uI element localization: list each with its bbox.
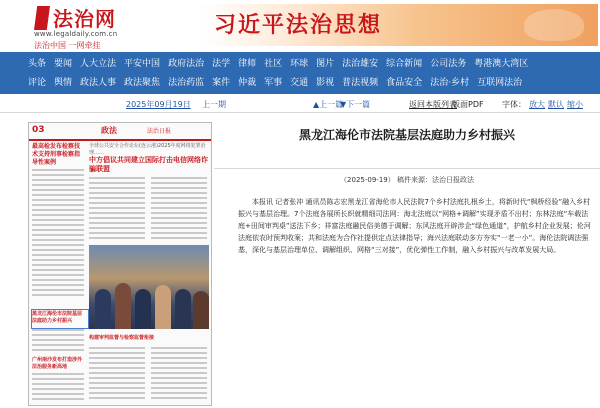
nav-item[interactable]: 综合新闻 — [386, 59, 423, 69]
nav-item[interactable]: 普法视频 — [342, 78, 379, 88]
font-size-label: 字体： — [502, 100, 526, 109]
main-nav — [0, 52, 600, 94]
site-logo[interactable]: 法治网 — [53, 7, 116, 31]
page-text-column — [32, 329, 84, 354]
nav-item[interactable]: 法治药监 — [168, 78, 205, 88]
nav-item[interactable]: 环球 — [290, 59, 309, 69]
site-header — [0, 0, 600, 52]
nav-item[interactable]: 公司法务 — [430, 59, 467, 69]
font-size-control — [502, 99, 583, 111]
page-article-headline[interactable]: 黑龙江海伦市法院基层法庭助力乡村振兴 — [32, 311, 83, 324]
article-body: 本报讯 记者张冲 通讯员陈志宏黑龙江省海伦市人民法院7个乡村法庭扎根乡土，将新时代“枫桥经验”融入乡村振兴与基层治理。7个法庭各展所长织就精细司法网：海北法庭以“网格+调解”实现矛盾不出村；东林法庭“车载法庭+田间审判桌”送法下乡；祥富法庭融民俗美德于调解；东风法庭开辟涉企“绿色通道”，护航乡村企业发展；伦河法庭依农时预判收案；共和法庭为合作社提供定点法律指导；海兴法庭联动多方夯实“一老一小”。海伦法院调法强基，深化与基层治理单位、调解组织、网格“三对接”，优化弹性工作制，融入乡村振兴与改革发展大局。 — [238, 198, 591, 254]
page-text-column — [151, 177, 207, 242]
nav-item[interactable]: 法学 — [212, 59, 231, 69]
nav-item[interactable]: 影视 — [316, 78, 335, 88]
banner-title[interactable]: 习近平法治思想 — [214, 12, 383, 38]
page-text-column — [32, 169, 84, 299]
previous-article-link[interactable]: ▲上一篇 — [313, 100, 344, 109]
page-masthead — [29, 123, 211, 141]
page-article-kicker[interactable]: 全球公共安全合作论坛(连云港)2025年度网络犯罪治理…… — [89, 143, 206, 156]
nav-item[interactable]: 政法聚焦 — [124, 78, 161, 88]
nav-item[interactable]: 政府法治 — [168, 59, 205, 69]
article-title: 黑龙江海伦市法院基层法庭助力乡村振兴 — [298, 128, 515, 142]
nav-row-2 — [28, 74, 530, 92]
font-large-link[interactable]: 放大 — [529, 100, 545, 109]
site-slogan: 法治中国 一网牵挂 — [34, 41, 101, 50]
back-to-list-link[interactable]: 返回本版列表 — [409, 100, 457, 109]
nav-item[interactable]: 交通 — [290, 78, 309, 88]
nav-item[interactable]: 头条 — [28, 59, 47, 69]
nav-item[interactable]: 案件 — [212, 78, 231, 88]
nav-item[interactable]: 社区 — [264, 59, 283, 69]
nav-item[interactable]: 粤港澳大湾区 — [474, 59, 529, 69]
nav-item[interactable]: 要闻 — [54, 59, 73, 69]
divider — [214, 168, 600, 169]
nav-item[interactable]: 人大立法 — [80, 59, 117, 69]
paper-name: 法治日报 — [147, 128, 172, 135]
nav-item[interactable]: 法治·乡村 — [430, 78, 470, 88]
nav-item[interactable]: 互联网法治 — [477, 78, 523, 88]
next-article-link[interactable]: ▼下一篇 — [340, 100, 371, 109]
nav-item[interactable]: 评论 — [28, 78, 47, 88]
page-text-column — [89, 347, 145, 402]
nav-row-1 — [28, 55, 536, 73]
page-pdf-link[interactable]: 版面PDF — [452, 100, 484, 109]
font-small-link[interactable]: 缩小 — [567, 100, 583, 109]
nav-item[interactable]: 军事 — [264, 78, 283, 88]
newspaper-page-image[interactable] — [28, 122, 212, 406]
page-photo — [89, 245, 209, 329]
page-number: 03 — [32, 125, 45, 135]
nav-item[interactable]: 政法人事 — [80, 78, 117, 88]
logo-icon[interactable] — [34, 6, 50, 30]
page-text-column — [32, 373, 84, 403]
nav-item[interactable]: 仲裁 — [238, 78, 257, 88]
nav-item[interactable]: 法治雄安 — [342, 59, 379, 69]
nav-item[interactable]: 舆情 — [54, 78, 73, 88]
nav-item[interactable]: 图片 — [316, 59, 335, 69]
banner-ornament-icon — [524, 9, 584, 41]
nav-item[interactable]: 食品安全 — [386, 78, 423, 88]
article-meta: （2025-09-19） 稿件来源：法治日报政法 — [340, 176, 474, 184]
page-section: 政法 — [101, 126, 117, 135]
page-article-headline[interactable]: 构建审判监督与检察监督衔接 — [89, 335, 155, 341]
page-text-column — [151, 347, 207, 402]
edition-toolbar — [0, 98, 600, 113]
page-article-headline[interactable]: 广州南沙发布打造涉外法治服务新高地 — [32, 357, 83, 370]
page-article-main-headline[interactable]: 中方倡议共同建立国际打击电信网络诈骗联盟 — [89, 156, 208, 173]
font-default-link[interactable]: 默认 — [548, 100, 564, 109]
nav-item[interactable]: 律师 — [238, 59, 257, 69]
page-article-left-headline[interactable]: 最高检发布检察技术支持刑事检察指导性案例 — [32, 143, 81, 166]
site-url: www.legaldaily.com.cn — [34, 30, 118, 38]
previous-issue-link[interactable]: 上一期 — [202, 100, 226, 109]
page-text-column — [89, 177, 145, 242]
nav-item[interactable]: 平安中国 — [124, 59, 161, 69]
edition-date-link[interactable]: 2025年09月19日 — [126, 100, 191, 109]
